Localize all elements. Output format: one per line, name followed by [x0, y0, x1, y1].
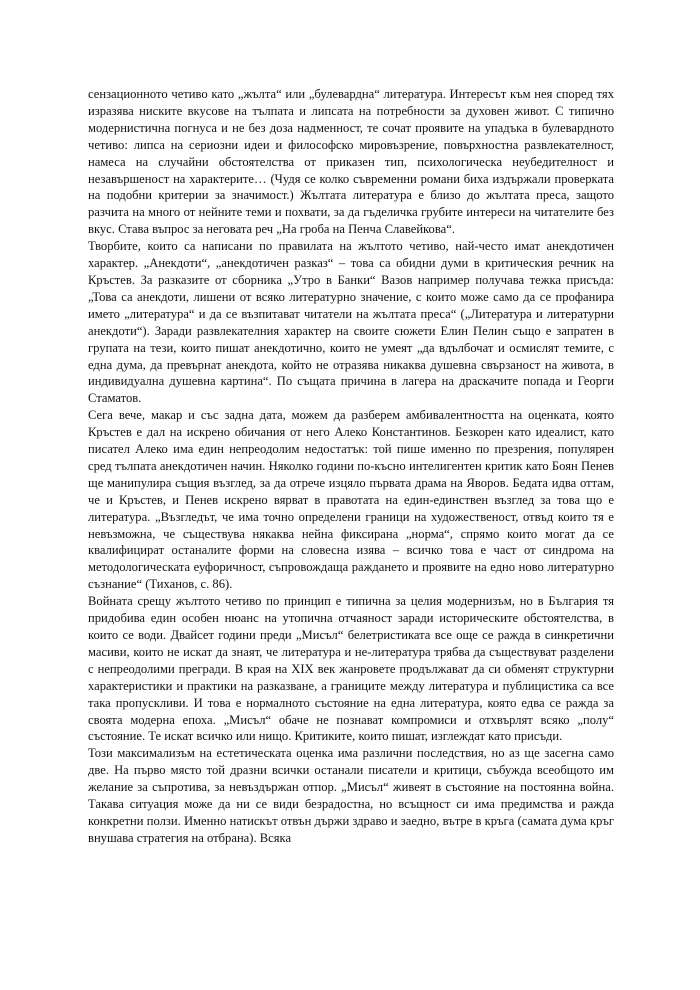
paragraph-4: Войната срещу жълтото четиво по принцип е типична за целия модернизъм, но в България тя придобива един особен нюанс на утопична отчаяност заради историческите обстоятелства, в които се води. Двайсет години преди „Мисъл“ белетристиката все още се ражда в синкретични масиви, които не искат да знаят, че литература и не-литература трябва да съществуват разделени с непреодолими прегради. В края на XIX век жанровете продължават да си обменят структурни характеристики и практики на разказване, а границите между литература и публицистика са все така пропускливи. И това е нормалното състояние на една литература, която едва се ражда за своята модерна епоха. „Мисъл“ обаче не познават компромиси и отхвърлят всяко „полу“ състояние. Те искат всичко или нищо. Критиките, които пишат, изглеждат като присъди.: [88, 594, 614, 744]
paragraph-3: Сега вече, макар и със задна дата, можем да разберем амбивалентността на оценката, която Кръстев е дал на искрено обичания от него Алеко Константинов. Безкорен като идеалист, като писател Алеко има един непреодолим недостатък: той пише именно по презрения, популярен сред тълпата анекдотичен начин. Няколко години по-късно интелигентен критик като Боян Пенев ще манипулира същия възглед, за да отрече изцяло първата драма на Яворов. Бедата идва оттам, че и Кръстев, и Пенев искрено вярват в правотата на един-единствен възглед за това що е литература. „Възгледът, че има точно определени граници на художественост, отвъд които тя е невъзможна, че съществува някаква нейна фиксирана „норма“, спрямо които могат да се квалифицират останалите форми на словесна изява – всичко това е част от синдрома на методологическата еуфоричност, съпровождаща раждането и проявите на едно ново литературно съзнание“ (Тиханов, с. 86).: [88, 408, 614, 592]
paragraph-2: Творбите, които са написани по правилата на жълтото четиво, най-често имат анекдотичен характер. „Анекдоти“, „анекдотичен разказ“ – това са обидни думи в критическия речник на Кръстев. За разказите от сборника „Утро в Банки“ Вазов например получава тежка присъда: „Това са анекдоти, лишени от всяко литературно значение, с които може само да се профанира името „литература“ и да се възпитават читатели на жълтата преса“ („Литература и литературни анекдоти“). Заради развлекателния характер на своите сюжети Елин Пелин също е запратен в групата на тези, които пишат анекдотично, които не умеят „да вдълбочат и осмислят темите, с една дума, да превърнат анекдота, който не отразява никаква душевна свързаност на живота, в индивидуална душевна картина“. По същата причина в лагера на драскачите попада и Георги Стаматов.: [88, 239, 614, 406]
paragraph-1: сензационното четиво като „жълта“ или „булевардна“ литература. Интересът към нея според тях изразява ниските вкусове на тълпата и липсата на потребности за духовен живот. С типично модернистична погнуса и не без доза надменност, те сочат проявите на упадъка в булевардното четиво: липса на сериозни идеи и философско мировъзрение, повърхностна развлекателност, намеса на случайни обстоятелства от приказен тип, психологическа неубедителност и незавършеност на характерите… (Чудя се колко съвременни романи биха издържали проверката на подобни критерии за значимост.) Жълтата литература е близо до жълтата преса, защото разчита на много от нейните теми и похвати, за да гъделичка грубите интереси на читателите без вкус. Става въпрос за неговата реч „На гроба на Пенча Славейкова“.: [88, 87, 614, 237]
body-text: [88, 86, 614, 847]
paragraph-5: Този максимализъм на естетическата оценка има различни последствия, но аз ще засегна само две. На първо място той дразни всички останали писатели и критици, събужда всеобщото им желание за съпротива, за невъздържан отпор. „Мисъл“ живеят в състояние на постоянна война. Такава ситуация може да ни се види безрадостна, но всъщност си има предимства и ражда конкретни ползи. Именно натискът отвън държи здраво и заедно, вътре в кръга (самата дума кръг внушава стратегия на отбрана). Всяка: [88, 746, 614, 845]
